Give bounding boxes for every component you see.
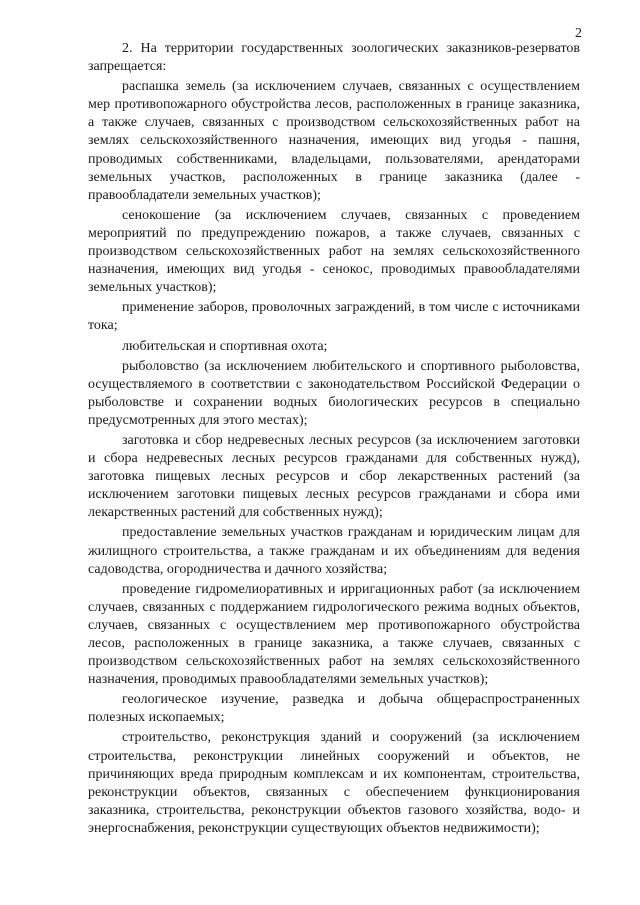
document-body bbox=[88, 40, 580, 840]
paragraph-hunting: любительская и спортивная охота; bbox=[122, 338, 328, 354]
paragraph-fishing: рыболовство (за исключением любительского и спортивного рыболовства, осуществляемого в соответствии с законодательством Российской Федерации о рыболовстве и сохранении водных биологических ресурсов в специально предусмотренных для этого местах); bbox=[88, 358, 580, 428]
paragraph-forest-resources: заготовка и сбор недревесных лесных ресурсов (за исключением заготовки и сбора недревесных лесных ресурсов гражданами для собственных нужд), заготовка пищевых лесных ресурсов и сбор лекарственных растений (за исключением заготовки пищевых лесных ресурсов гражданами и сбора ими лекарственных растений для собственных нужд); bbox=[88, 432, 580, 521]
paragraph-intro: 2. На территории государственных зоологических заказников-резерватов запрещается: bbox=[88, 41, 580, 75]
paragraph-plowing: распашка земель (за исключением случаев, связанных с осуществлением мер противопожарного обустройства лесов, расположенных в границе заказника, а также случаев, связанных с производством сельскохозяйственных работ на землях сельскохозяйственного назначения, имеющих вид угодья - пашня, проводимых собственниками, владельцами, пользователями, арендаторами земельных участков, расположенных в границе заказника (далее - правообладатели земельных участков); bbox=[88, 79, 580, 203]
paragraph-construction: строительство, реконструкция зданий и сооружений (за исключением строительства, реконструкции линейных сооружений и объектов, не причиняющих вреда природным комплексам и их компонентам, строительства, реконструкции объектов, связанных с обеспечением функционирования заказника, строительства, реконструкции объектов газового хозяйства, водо- и энергоснабжения, реконструкции существующих объектов недвижимости); bbox=[88, 730, 580, 836]
paragraph-land-plots: предоставление земельных участков гражданам и юридическим лицам для жилищного строительства, а также гражданам и их объединениям для ведения садоводства, огородничества и дачного хозяйства; bbox=[88, 525, 580, 577]
paragraph-irrigation: проведение гидромелиоративных и ирригационных работ (за исключением случаев, связанных с поддержанием гидрологического режима водных объектов, случаев, связанных с осуществлением мер противопожарного обустройства лесов, расположенных в границе заказника, а также случаев, связанных с производством сельскохозяйственных работ на землях сельскохозяйственного назначения, проводимых правообладателями земельных участков); bbox=[88, 581, 580, 688]
page-number: 2 bbox=[575, 26, 582, 41]
paragraph-haymaking: сенокошение (за исключением случаев, связанных с проведением мероприятий по предупреждению пожаров, а также случаев, связанных с производством сельскохозяйственных работ на землях сельскохозяйственного назначения, имеющих вид угодья - сенокос, проводимых правообладателями земельных участков); bbox=[88, 207, 580, 296]
paragraph-mining: геологическое изучение, разведка и добыча общераспространенных полезных ископаемых; bbox=[88, 692, 580, 726]
paragraph-fences: применение заборов, проволочных заграждений, в том числе с источниками тока; bbox=[88, 300, 580, 334]
